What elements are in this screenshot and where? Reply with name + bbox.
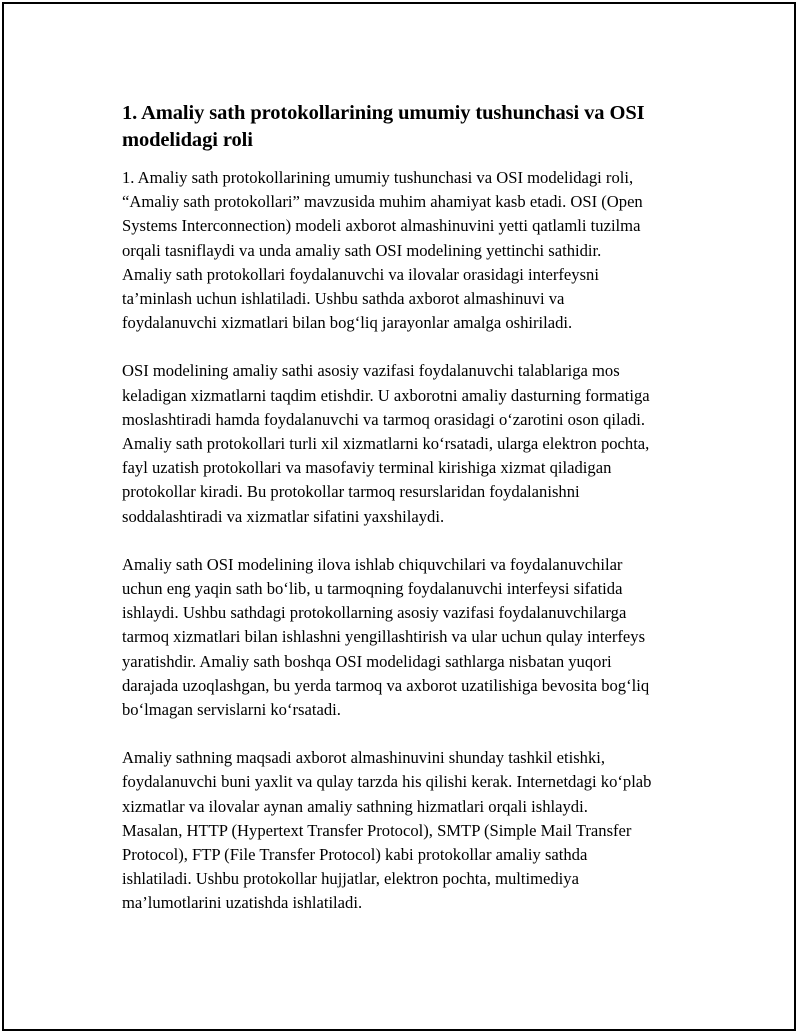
document-body	[122, 100, 652, 916]
paragraph-4: Amaliy sathning maqsadi axborot almashinuvini shunday tashkil etishki, foydalanuvchi buni yaxlit va qulay tarzda his qilishi kerak. Internetdagi ko‘plab xizmatlar va ilovalar aynan amaliy sathning hizmatlari orqali ishlaydi. Masalan, HTTP (Hypertext Transfer Protocol), SMTP (Simple Mail Transfer Protocol), FTP (File Transfer Protocol) kabi protokollar amaliy sathda ishlatiladi. Ushbu protokollar hujjatlar, elektron pochta, multimediya ma’lumotlarini uzatishda ishlatiladi.	[122, 748, 652, 913]
paragraph-1: 1. Amaliy sath protokollarining umumiy tushunchasi va OSI modelidagi roli, “Amaliy sath protokollari” mavzusida muhim ahamiyat kasb etadi. OSI (Open Systems Interconnection) modeli axborot almashinuvini yetti qatlamli tuzilma orqali tasniflaydi va unda amaliy sath OSI modelining yettinchi sathidir. Amaliy sath protokollari foydalanuvchi va ilovalar orasidagi interfeysni ta’minlash uchun ishlatiladi. Ushbu sathda axborot almashinuvi va foydalanuvchi xizmatlari bilan bog‘liq jarayonlar amalga oshiriladi.	[122, 168, 643, 333]
paragraph-3: Amaliy sath OSI modelining ilova ishlab chiquvchilari va foydalanuvchilar uchun eng yaqin sath bo‘lib, u tarmoqning foydalanuvchi interfeysi sifatida ishlaydi. Ushbu sathdagi protokollarning asosiy vazifasi foydalanuvchilarga tarmoq xizmatlari bilan ishlashni yengillashtirish va ular uchun qulay interfeys yaratishdir. Amaliy sath boshqa OSI modelidagi sathlarga nisbatan yuqori darajada uzoqlashgan, bu yerda tarmoq va axborot uzatilishiga bevosita bog‘liq bo‘lmagan servislarni ko‘rsatadi.	[122, 554, 650, 720]
page-border	[2, 2, 796, 1031]
section-heading: 1. Amaliy sath protokollarining umumiy tushunchasi va OSI modelidagi roli	[122, 102, 645, 151]
paragraph-2: OSI modelining amaliy sathi asosiy vazifasi foydalanuvchi talablariga mos keladigan xizmatlarni taqdim etishdir. U axborotni amaliy dasturning formatiga moslashtiradi hamda foydalanuvchi va tarmoq orasidagi o‘zarotini oson qiladi. Amaliy sath protokollari turli xil xizmatlarni ko‘rsatadi, ularga elektron pochta, fayl uzatish protokollari va masofaviy terminal kirishiga xizmat qiladigan protokollar kiradi. Bu protokollar tarmoq resurslaridan foydalanishni soddalashtiradi va xizmatlar sifatini yaxshilaydi.	[122, 361, 650, 526]
